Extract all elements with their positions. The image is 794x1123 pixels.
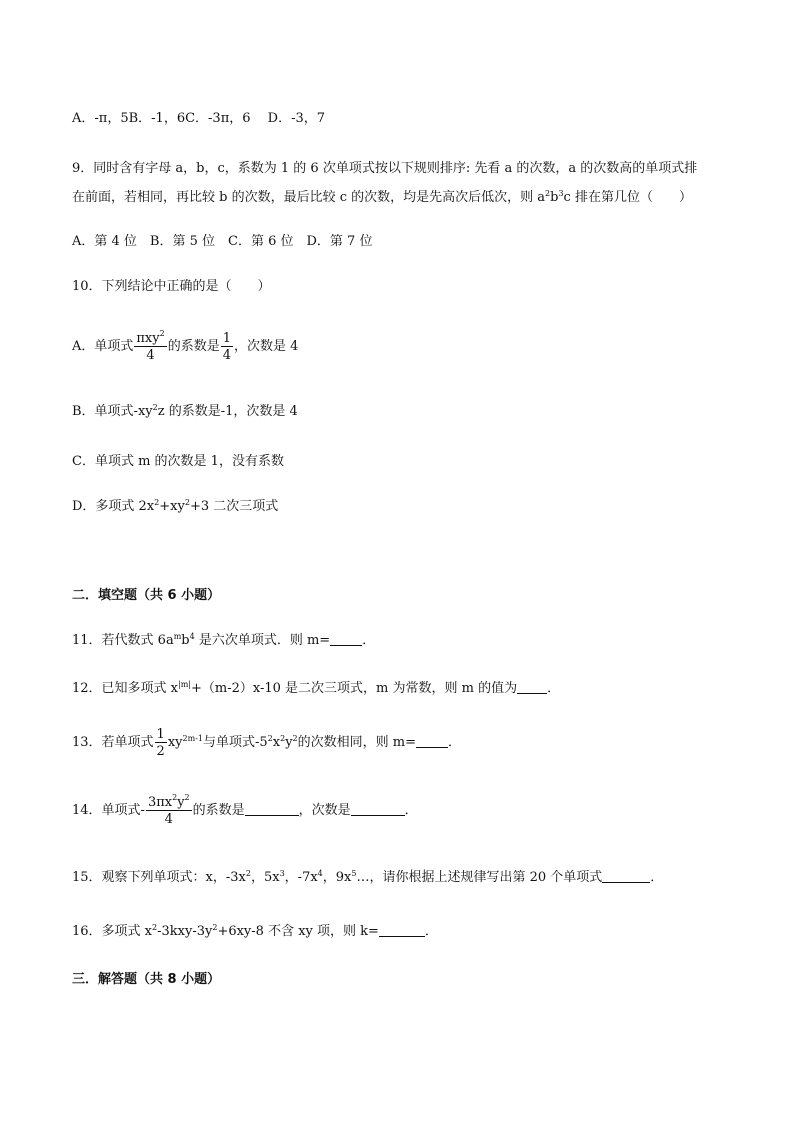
answer-blank[interactable]: [517, 681, 547, 694]
q12: 12．已知多项式 $x^{|m|}+(m-2)x-10$ 是二次三项式，m 为常数，则 m 的值为 ．: [72, 680, 561, 696]
answer-blank[interactable]: [245, 803, 299, 816]
answer-blank[interactable]: [379, 924, 425, 937]
fraction-1-over-2: $\frac{1}{2}$: [156, 726, 165, 759]
q9-stem-line2: 在前面，若相同，再比较 b 的次数，最后比较 c 的次数，均是先高次后低次，则 $a^2b^3c$ 排在第几位（ ）: [72, 189, 692, 205]
q11: 11．若代数式 $6a^mb^4$ 是六次单项式．则 m= ．: [72, 632, 376, 648]
answer-blank[interactable]: [330, 633, 362, 646]
q10-stem: 10．下列结论中正确的是（ ）: [72, 279, 271, 294]
q14: 14．单项式- $\frac{3\pi x^2y^2}{4}$ 的系数是 ，次数是 ．: [72, 792, 418, 827]
section-heading-fill-in: 二．填空题（共 6 小题）: [72, 588, 221, 603]
q9-stem-line1: 9．同时含有字母 a，b，c，系数为 1 的 6 次单项式按以下规则排序: 先看 a 的次数，a 的次数高的单项式排: [72, 161, 698, 176]
answer-blank[interactable]: [416, 735, 448, 748]
q16: 16．多项式 $x^2-3kxy-3y^2+6xy-8$ 不含 xy 项，则 k= ．: [72, 923, 438, 939]
q9-options: A．第 4 位 B．第 5 位 C．第 6 位 D．第 7 位: [72, 234, 373, 249]
fraction-pixy2-over-4: $\frac{\pi xy^2}{4}$: [136, 328, 165, 363]
q10-option-b: B．单项式$-xy^2z$ 的系数是-1，次数是 4: [72, 403, 298, 419]
fraction-1-over-4: $\frac{1}{4}$: [222, 330, 232, 363]
answer-blank[interactable]: [602, 870, 650, 883]
q10-option-c: C．单项式 m 的次数是 1，没有系数: [72, 454, 284, 469]
q13: 13．若单项式 $\frac{1}{2}$ $xy^{2m-1}$与单项式$-5^2x^2y^2$的次数相同，则 m= ．: [72, 726, 462, 759]
q8-options: A．-π，5B．-1，6C．-3π，6 D．-3，7: [72, 111, 325, 126]
q10-option-d: D．多项式 $2x^2+xy^2+3$ 二次三项式: [72, 498, 279, 514]
fraction-3pix2y2-over-4: $\frac{3\pi x^2y^2}{4}$: [147, 792, 190, 827]
q10-option-a: A．单项式 $\frac{\pi xy^2}{4}$ 的系数是 $\frac{1}{4}$ ，次数是 4: [72, 328, 299, 363]
section-heading-solutions: 三．解答题（共 8 小题）: [72, 972, 221, 987]
answer-blank[interactable]: [351, 803, 405, 816]
q15: 15．观察下列单项式：x，$-3x^2$，$5x^3$，$-7x^4$，$9x^5\dots$，请你根据上述规律写出第 20 个单项式 ．: [72, 869, 664, 885]
